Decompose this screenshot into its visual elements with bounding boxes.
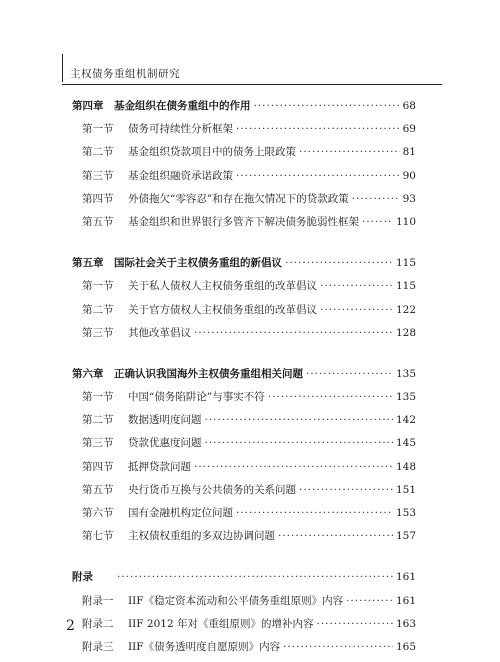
toc-section-row[interactable] [72, 214, 416, 237]
page-number: 2 [66, 618, 75, 634]
section-label: 第五节 [82, 483, 114, 496]
chapter-title: 国际社会关于主权债务重组的新倡议 [114, 257, 282, 270]
section-title: 债务可持续性分析框架 [128, 123, 233, 136]
section-title: 主权债权重组的多双边协调问题 [128, 530, 275, 543]
group-spacer [72, 551, 416, 569]
dot-leader [205, 437, 393, 449]
group-spacer [72, 348, 416, 366]
section-title: 央行货币互换与公共债务的关系问题 [128, 483, 296, 496]
section-title: IIF《债务透明度自愿原则》内容 [128, 640, 281, 653]
section-label: 第五节 [82, 215, 114, 228]
section-title: IIF《稳定资本流动和公平债务重组原则》内容 [128, 594, 344, 607]
header-rule [62, 84, 442, 85]
toc-page-number: 142 [395, 414, 416, 427]
section-title: IIF 2012 年对《重组原则》的增补内容 [128, 617, 314, 630]
dot-leader [117, 571, 393, 583]
toc-page-number: 93 [402, 192, 416, 205]
toc-page-number: 153 [395, 507, 416, 519]
dot-leader [362, 216, 393, 228]
toc-section-row[interactable] [72, 435, 416, 458]
dot-leader [236, 170, 400, 182]
table-of-contents [72, 98, 416, 662]
toc-page-number: 68 [402, 100, 416, 112]
dot-leader [194, 327, 393, 339]
toc-section-row[interactable] [72, 505, 416, 528]
toc-section-row[interactable] [72, 168, 416, 191]
toc-section-row[interactable] [72, 459, 416, 482]
section-label: 第三节 [82, 326, 114, 339]
toc-page-number: 135 [395, 367, 416, 380]
toc-chapter-row[interactable] [72, 255, 416, 278]
toc-section-row[interactable] [72, 302, 416, 325]
toc-chapter-row[interactable] [72, 98, 416, 121]
section-label: 附录一 [82, 594, 114, 607]
dot-leader [306, 368, 393, 380]
toc-chapter-row[interactable] [72, 366, 416, 389]
chapter-label: 附录 [72, 571, 93, 584]
chapter-label: 第四章 [72, 100, 104, 112]
toc-page-number: 151 [395, 483, 416, 496]
section-title: 国有金融机构定位问题 [128, 507, 233, 519]
dot-leader [283, 641, 393, 653]
section-title: 数据透明度问题 [128, 414, 202, 427]
toc-page-number: 90 [402, 169, 416, 182]
toc-section-row[interactable] [72, 616, 416, 639]
toc-page-number: 157 [395, 530, 416, 543]
section-label: 附录二 [82, 617, 114, 630]
toc-section-row[interactable] [72, 482, 416, 505]
chapter-title: 基金组织在债务重组中的作用 [114, 100, 251, 112]
toc-section-row[interactable] [72, 389, 416, 412]
toc-page-number: 161 [395, 594, 416, 607]
section-label: 第七节 [82, 530, 114, 543]
section-title: 抵押贷款问题 [128, 460, 191, 473]
section-title: 其他改革倡议 [128, 326, 191, 339]
dot-leader [320, 280, 393, 292]
toc-section-row[interactable] [72, 121, 416, 144]
toc-section-row[interactable] [72, 639, 416, 662]
chapter-label: 第五章 [72, 257, 104, 270]
header-vertical-rule [62, 54, 63, 82]
toc-section-row[interactable] [72, 528, 416, 551]
section-title: 基金组织贷款项目中的债务上限政策 [128, 146, 296, 159]
toc-page-number: 128 [395, 326, 416, 339]
section-title: 贷款优惠度问题 [128, 437, 202, 450]
chapter-title: 正确认识我国海外主权债务重组相关问题 [114, 367, 303, 380]
running-head: 主权债务重组机制研究 [70, 68, 180, 80]
section-label: 第三节 [82, 437, 114, 450]
dot-leader [320, 304, 393, 316]
toc-chapter-row[interactable] [72, 569, 416, 592]
toc-section-row[interactable] [72, 144, 416, 167]
toc-page-number: 81 [402, 146, 416, 159]
toc-section-row[interactable] [72, 278, 416, 301]
section-label: 第二节 [82, 146, 114, 159]
toc-section-row[interactable] [72, 191, 416, 214]
toc-page-number: 110 [395, 215, 416, 228]
toc-section-row[interactable] [72, 412, 416, 435]
dot-leader [285, 257, 393, 269]
dot-leader [299, 484, 393, 496]
toc-page-number: 165 [395, 640, 416, 653]
dot-leader [278, 530, 393, 542]
section-title: 外债拖欠“零容忍”和存在拖欠情况下的贷款政策 [128, 192, 349, 205]
section-title: 基金组织融资承诺政策 [128, 169, 233, 182]
dot-leader [268, 391, 393, 403]
section-label: 第一节 [82, 123, 114, 136]
dot-leader [205, 414, 393, 426]
section-title: 关于私人债权人主权债务重组的改革倡议 [128, 280, 317, 293]
dot-leader [346, 595, 393, 607]
section-label: 附录三 [82, 640, 114, 653]
toc-page-number: 163 [395, 617, 416, 630]
section-label: 第二节 [82, 414, 114, 427]
section-title: 中国“债务陷阱论”与事实不符 [128, 391, 265, 404]
toc-page-number: 148 [395, 460, 416, 473]
dot-leader [316, 618, 392, 630]
section-title: 关于官方债权人主权债务重组的改革倡议 [128, 303, 317, 316]
dot-leader [254, 100, 400, 112]
dot-leader [194, 461, 393, 473]
section-label: 第四节 [82, 460, 114, 473]
dot-leader [352, 193, 400, 205]
section-label: 第二节 [82, 303, 114, 316]
dot-leader [299, 146, 400, 158]
toc-page-number: 161 [395, 571, 416, 584]
section-label: 第三节 [82, 169, 114, 182]
toc-page-number: 135 [395, 391, 416, 404]
section-label: 第一节 [82, 391, 114, 404]
toc-page-number: 115 [395, 280, 416, 293]
toc-page-number: 145 [395, 437, 416, 450]
section-title: 基金组织和世界银行多管齐下解决债务脆弱性框架 [128, 215, 359, 228]
toc-page-number: 122 [395, 303, 416, 316]
dot-leader [236, 507, 393, 519]
chapter-label: 第六章 [72, 367, 104, 380]
toc-page-number: 115 [395, 257, 416, 270]
section-label: 第六节 [82, 507, 114, 519]
toc-section-row[interactable] [72, 593, 416, 616]
section-label: 第四节 [82, 192, 114, 205]
dot-leader [236, 123, 400, 135]
group-spacer [72, 237, 416, 255]
toc-page-number: 69 [402, 123, 416, 136]
section-label: 第一节 [82, 280, 114, 293]
toc-section-row[interactable] [72, 325, 416, 348]
